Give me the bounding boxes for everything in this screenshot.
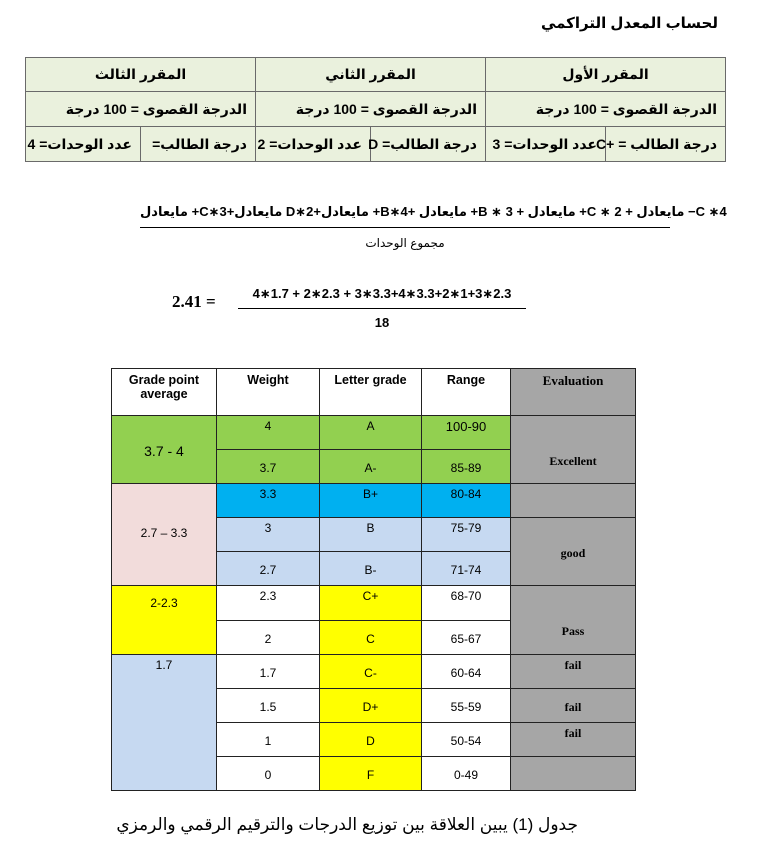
course-2-grade: درجة الطالب= D: [371, 127, 486, 162]
weight-cell: 2.3: [217, 586, 320, 621]
eval-pass: Pass: [511, 586, 636, 655]
letter-cell: A: [320, 416, 422, 450]
gpa-formula: [140, 204, 727, 250]
letter-cell: B: [320, 518, 422, 552]
header-weight: Weight: [217, 369, 320, 416]
eval-fail: fail: [511, 723, 636, 757]
letter-cell: D: [320, 723, 422, 757]
gpa-group-fail: 1.7: [112, 655, 217, 791]
course-2-units: عدد الوحدات= 2: [256, 127, 371, 162]
gpa-group-good: 2.7 – 3.3: [112, 484, 217, 586]
eval-fail: fail: [511, 689, 636, 723]
formula-numerator: مايعادل +C∗3+مايعادل D∗2+مايعادل +B∗4+ مايعادل +B ∗ 3 + مايعادل +C ∗ 2 + مايعادل −C ∗4: [140, 204, 670, 228]
weight-cell: 0: [217, 757, 320, 791]
header-evaluation: Evaluation: [511, 369, 636, 416]
header-range: Range: [422, 369, 511, 416]
eval-excellent: Excellent: [511, 416, 636, 484]
table-caption: جدول (1) يبين العلاقة بين توزيع الدرجات والترقيم الرقمي والرمزي: [116, 815, 578, 834]
letter-cell: C: [320, 620, 422, 655]
eval-empty: [511, 757, 636, 791]
range-cell: 75-79: [422, 518, 511, 552]
range-cell: 71-74: [422, 552, 511, 586]
weight-cell: 3: [217, 518, 320, 552]
range-cell: 55-59: [422, 689, 511, 723]
result-denominator: 18: [374, 315, 390, 330]
eval-fail: fail: [511, 655, 636, 689]
weight-cell: 1.5: [217, 689, 320, 723]
letter-cell: A-: [320, 450, 422, 484]
course-3-max: الدرجة القصوى = 100 درجة: [26, 92, 256, 127]
range-cell: 0-49: [422, 757, 511, 791]
result-numerator: 4∗1.7 + 2∗2.3 + 3∗3.3+4∗3.3+2∗1+3∗2.3: [238, 286, 526, 309]
course-2-max: الدرجة القصوى = 100 درجة: [256, 92, 486, 127]
gpa-group-excellent: 3.7 - 4: [112, 416, 217, 484]
result-fraction: [238, 286, 526, 330]
letter-cell: F: [320, 757, 422, 791]
course-2-title: المقرر الثاني: [256, 58, 486, 92]
course-3-title: المقرر الثالث: [26, 58, 256, 92]
result-value: 2.41 =: [172, 292, 216, 311]
header-gpa: Grade point average: [112, 369, 217, 416]
course-3-units: عدد الوحدات= 4: [26, 127, 141, 162]
weight-cell: 3.7: [217, 450, 320, 484]
weight-cell: 2: [217, 620, 320, 655]
letter-cell: C-: [320, 655, 422, 689]
range-cell: 100-90: [422, 416, 511, 450]
range-cell: 80-84: [422, 484, 511, 518]
eval-empty: [511, 484, 636, 518]
letter-cell: B-: [320, 552, 422, 586]
range-cell: 60-64: [422, 655, 511, 689]
weight-cell: 2.7: [217, 552, 320, 586]
eval-good: good: [511, 518, 636, 586]
range-cell: 50-54: [422, 723, 511, 757]
weight-cell: 1: [217, 723, 320, 757]
header-letter: Letter grade: [320, 369, 422, 416]
range-cell: 65-67: [422, 620, 511, 655]
course-1-title: المقرر الأول: [486, 58, 726, 92]
range-cell: 68-70: [422, 586, 511, 621]
gpa-group-pass: 2-2.3: [112, 586, 217, 655]
grade-table: [111, 368, 636, 791]
course-3-grade: درجة الطالب=: [141, 127, 256, 162]
weight-cell: 4: [217, 416, 320, 450]
weight-cell: 1.7: [217, 655, 320, 689]
course-1-units: عدد الوحدات= 3: [486, 127, 606, 162]
page-heading: لحساب المعدل التراكمي: [540, 15, 718, 32]
course-1-max: الدرجة القصوى = 100 درجة: [486, 92, 726, 127]
range-cell: 85-89: [422, 450, 511, 484]
formula-denominator: مجموع الوحدات: [365, 236, 445, 250]
courses-table: [25, 57, 726, 162]
letter-cell: C+: [320, 586, 422, 621]
course-1-grade: درجة الطالب = +C: [606, 127, 726, 162]
weight-cell: 3.3: [217, 484, 320, 518]
letter-cell: B+: [320, 484, 422, 518]
letter-cell: D+: [320, 689, 422, 723]
